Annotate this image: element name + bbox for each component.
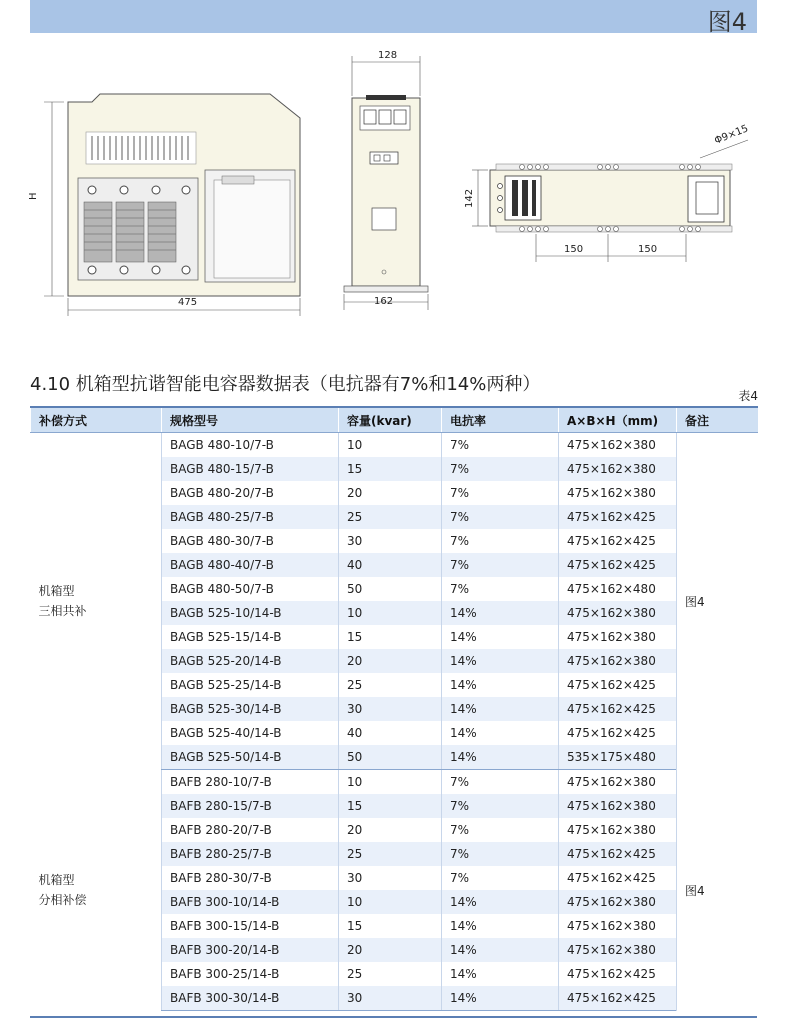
capacity-cell: 15	[339, 457, 442, 481]
note-cell: 图4	[677, 433, 758, 770]
dimensions-cell: 475×162×425	[559, 673, 677, 697]
mode-line-2: 三相共补	[38, 604, 87, 619]
figure-label: 图4	[707, 8, 747, 36]
capacity-cell: 20	[339, 481, 442, 505]
mode-line-1: 机箱型	[38, 584, 75, 599]
technical-drawings	[0, 40, 790, 330]
dimensions-cell: 535×175×480	[559, 745, 677, 770]
capacity-cell: 10	[339, 890, 442, 914]
model-cell: BAGB 525-20/14-B	[162, 649, 339, 673]
model-cell: BAGB 525-50/14-B	[162, 745, 339, 770]
dimensions-cell: 475×162×380	[559, 890, 677, 914]
mode-line-1: 机箱型	[38, 873, 75, 887]
reactance-cell: 7%	[442, 553, 559, 577]
reactance-cell: 14%	[442, 673, 559, 697]
reactance-cell: 14%	[442, 745, 559, 770]
reactance-cell: 7%	[442, 842, 559, 866]
dimensions-cell: 475×162×380	[559, 649, 677, 673]
dimensions-cell: 475×162×425	[559, 505, 677, 529]
capacity-cell: 15	[339, 794, 442, 818]
model-cell: BAGB 525-15/14-B	[162, 625, 339, 649]
header-mode: 补偿方式	[31, 407, 162, 433]
reactance-cell: 7%	[442, 866, 559, 890]
capacity-cell: 20	[339, 938, 442, 962]
table-body	[31, 433, 758, 1011]
compensation-mode-cell	[31, 433, 162, 770]
dimensions-cell: 475×162×380	[559, 433, 677, 458]
reactance-cell: 14%	[442, 914, 559, 938]
capacitor-data-table	[30, 406, 758, 1011]
reactance-cell: 14%	[442, 938, 559, 962]
top-view-drawing	[464, 123, 750, 262]
model-cell: BAGB 525-40/14-B	[162, 721, 339, 745]
dimensions-cell: 475×162×380	[559, 818, 677, 842]
capacity-cell: 15	[339, 625, 442, 649]
model-cell: BAFB 300-25/14-B	[162, 962, 339, 986]
reactance-cell: 14%	[442, 962, 559, 986]
dimensions-cell: 475×162×380	[559, 794, 677, 818]
dimensions-cell: 475×162×425	[559, 697, 677, 721]
bottom-rule	[30, 1016, 757, 1018]
section-title: 4.10 机箱型抗谐智能电容器数据表（电抗器有7%和14%两种）	[30, 374, 541, 395]
reactance-cell: 7%	[442, 577, 559, 601]
reactance-cell: 7%	[442, 433, 559, 458]
reactance-cell: 7%	[442, 770, 559, 795]
model-cell: BAGB 525-25/14-B	[162, 673, 339, 697]
model-cell: BAFB 280-30/7-B	[162, 866, 339, 890]
reactance-cell: 7%	[442, 481, 559, 505]
dimensions-cell: 475×162×425	[559, 962, 677, 986]
table-header-row	[31, 407, 758, 433]
model-cell: BAFB 280-15/7-B	[162, 794, 339, 818]
model-cell: BAGB 480-30/7-B	[162, 529, 339, 553]
table-row	[31, 433, 758, 458]
reactance-cell: 14%	[442, 721, 559, 745]
header-capacity: 容量(kvar)	[339, 407, 442, 433]
header-note: 备注	[677, 407, 758, 433]
reactance-cell: 14%	[442, 697, 559, 721]
front-top-dim: 128	[378, 50, 398, 61]
dimensions-cell: 475×162×425	[559, 721, 677, 745]
mode-line-2: 分相补偿	[38, 893, 87, 907]
depth-dim: 142	[464, 188, 475, 208]
model-cell: BAFB 280-10/7-B	[162, 770, 339, 795]
reactance-cell: 14%	[442, 986, 559, 1011]
reactance-cell: 14%	[442, 890, 559, 914]
dimensions-cell: 475×162×380	[559, 457, 677, 481]
side-view-drawing	[28, 94, 300, 316]
model-cell: BAGB 480-25/7-B	[162, 505, 339, 529]
capacity-cell: 25	[339, 505, 442, 529]
capacity-cell: 15	[339, 914, 442, 938]
model-cell: BAFB 280-20/7-B	[162, 818, 339, 842]
capacity-cell: 20	[339, 649, 442, 673]
hole-dim: Φ9×15	[713, 123, 750, 147]
capacity-cell: 40	[339, 553, 442, 577]
table-label: 表4	[738, 389, 758, 403]
header-model: 规格型号	[162, 407, 339, 433]
dimensions-cell: 475×162×380	[559, 625, 677, 649]
capacity-cell: 25	[339, 673, 442, 697]
model-cell: BAGB 525-30/14-B	[162, 697, 339, 721]
side-width-dim: 475	[178, 297, 198, 308]
reactance-cell: 14%	[442, 649, 559, 673]
model-cell: BAFB 300-20/14-B	[162, 938, 339, 962]
model-cell: BAGB 480-15/7-B	[162, 457, 339, 481]
dimensions-cell: 475×162×380	[559, 481, 677, 505]
capacity-cell: 10	[339, 601, 442, 625]
dimensions-cell: 475×162×425	[559, 529, 677, 553]
reactance-cell: 7%	[442, 529, 559, 553]
dimensions-cell: 475×162×425	[559, 842, 677, 866]
reactance-cell: 14%	[442, 625, 559, 649]
model-cell: BAGB 480-40/7-B	[162, 553, 339, 577]
figure-banner	[30, 0, 757, 36]
model-cell: BAGB 480-20/7-B	[162, 481, 339, 505]
capacity-cell: 30	[339, 866, 442, 890]
front-bottom-dim: 162	[374, 296, 394, 307]
dimensions-cell: 475×162×425	[559, 986, 677, 1011]
model-cell: BAFB 280-25/7-B	[162, 842, 339, 866]
capacity-cell: 30	[339, 697, 442, 721]
capacity-cell: 50	[339, 577, 442, 601]
model-cell: BAFB 300-15/14-B	[162, 914, 339, 938]
compensation-mode-cell	[31, 770, 162, 1011]
dimensions-cell: 475×162×380	[559, 914, 677, 938]
dimensions-cell: 475×162×480	[559, 577, 677, 601]
capacity-cell: 30	[339, 529, 442, 553]
capacity-cell: 10	[339, 433, 442, 458]
capacity-cell: 25	[339, 962, 442, 986]
capacity-cell: 10	[339, 770, 442, 795]
model-cell: BAFB 300-10/14-B	[162, 890, 339, 914]
table-row	[31, 770, 758, 795]
dimensions-cell: 475×162×380	[559, 938, 677, 962]
capacity-cell: 20	[339, 818, 442, 842]
dimensions-cell: 475×162×380	[559, 601, 677, 625]
reactance-cell: 7%	[442, 457, 559, 481]
reactance-cell: 7%	[442, 794, 559, 818]
side-height-dim: H	[28, 192, 39, 200]
capacity-cell: 40	[339, 721, 442, 745]
reactance-cell: 7%	[442, 505, 559, 529]
model-cell: BAFB 300-30/14-B	[162, 986, 339, 1011]
front-view-drawing	[344, 50, 428, 310]
reactance-cell: 14%	[442, 601, 559, 625]
capacity-cell: 25	[339, 842, 442, 866]
model-cell: BAGB 480-50/7-B	[162, 577, 339, 601]
pitch-left-dim: 150	[564, 244, 584, 255]
reactance-cell: 7%	[442, 818, 559, 842]
capacity-cell: 30	[339, 986, 442, 1011]
dimensions-cell: 475×162×380	[559, 770, 677, 795]
dimensions-cell: 475×162×425	[559, 553, 677, 577]
capacity-cell: 50	[339, 745, 442, 770]
dimensions-cell: 475×162×425	[559, 866, 677, 890]
header-dimensions: A×B×H（mm)	[559, 407, 677, 433]
model-cell: BAGB 525-10/14-B	[162, 601, 339, 625]
model-cell: BAGB 480-10/7-B	[162, 433, 339, 458]
note-cell: 图4	[677, 770, 758, 1011]
header-reactance: 电抗率	[442, 407, 559, 433]
pitch-right-dim: 150	[638, 244, 658, 255]
